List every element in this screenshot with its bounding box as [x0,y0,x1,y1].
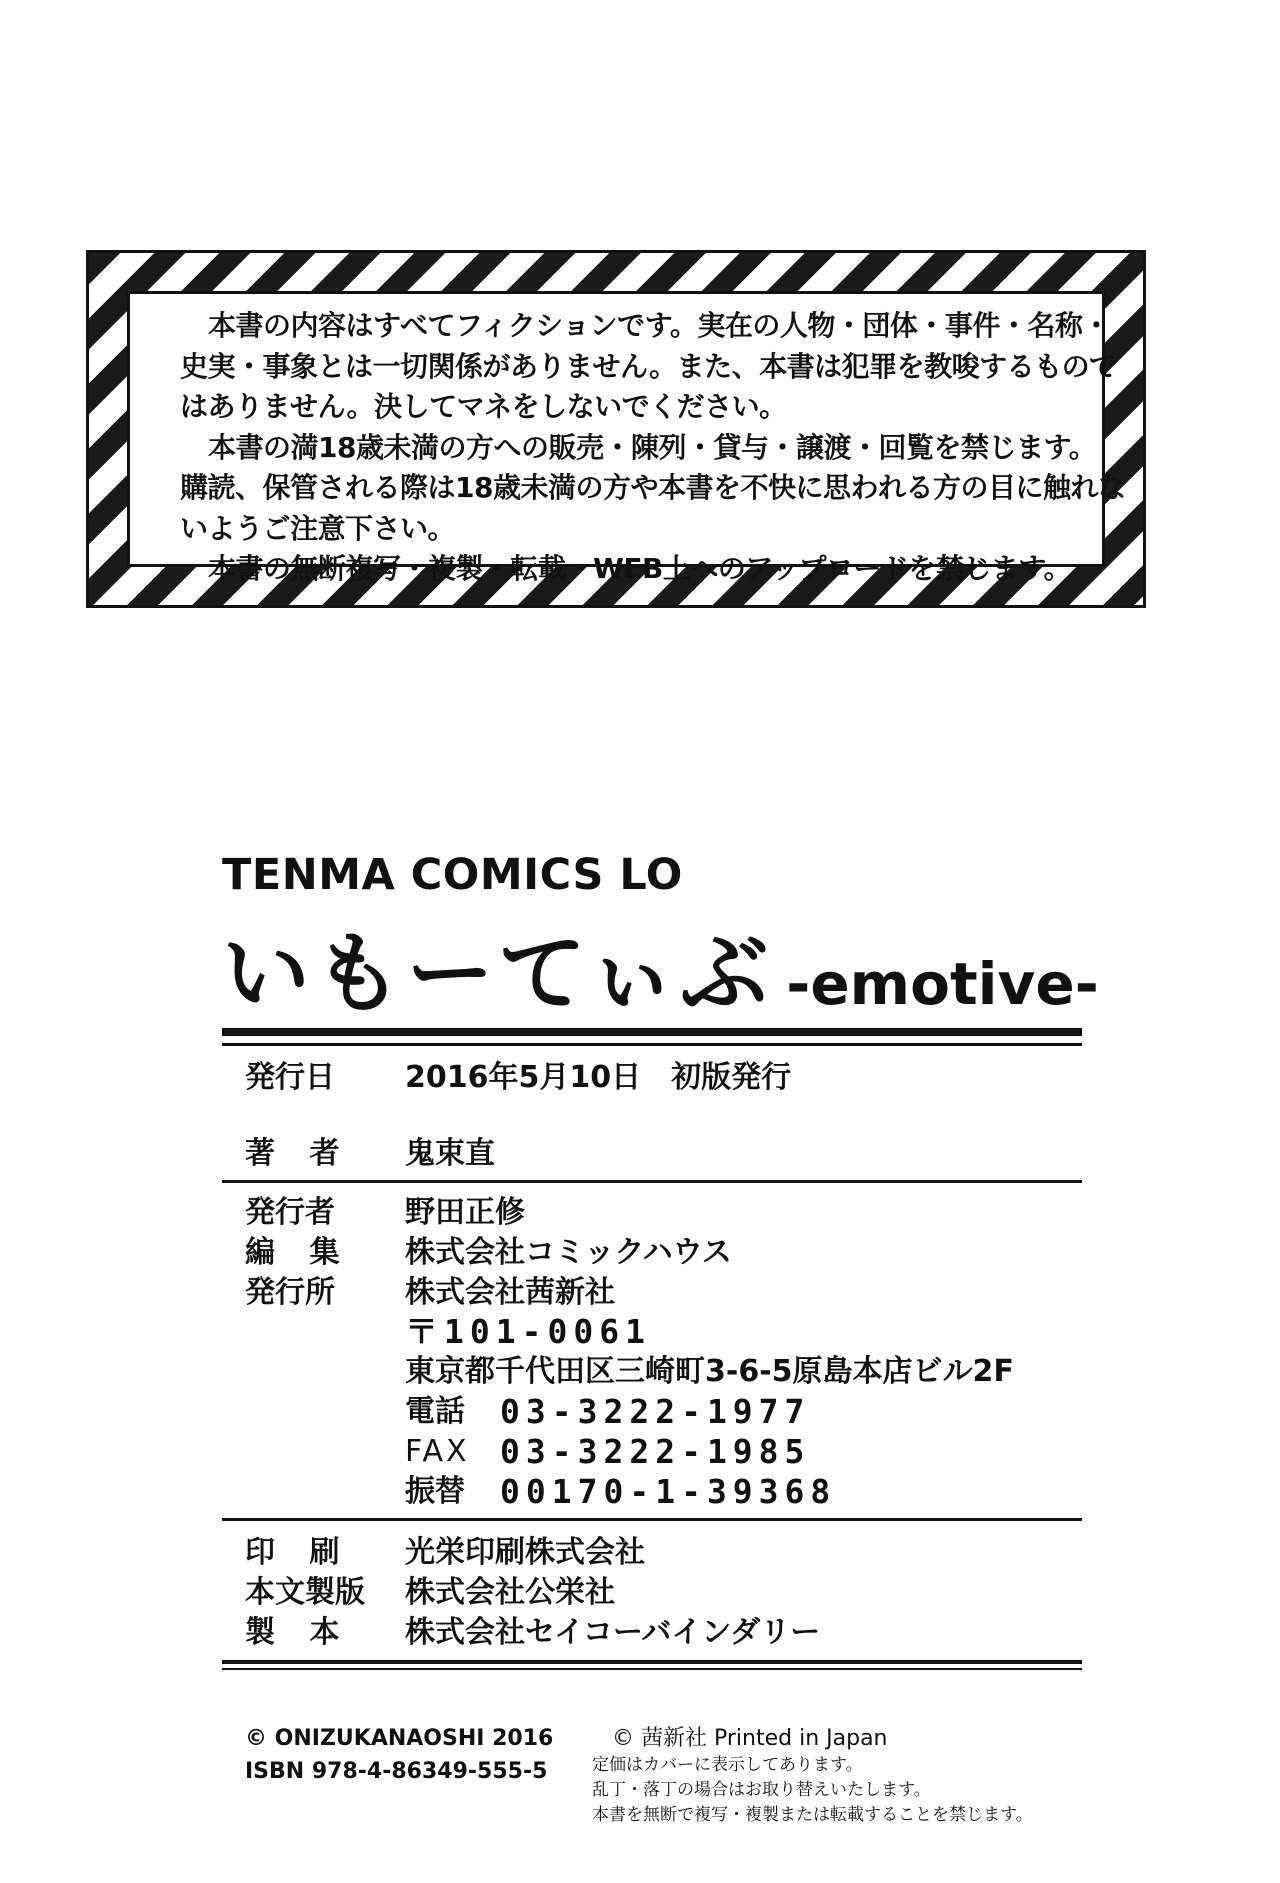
divider [222,1660,1082,1664]
divider [222,1180,1082,1183]
editor-label: 編 集 [245,1235,352,1270]
copyright: © ONIZUKANAOSHI 2016 [245,1726,554,1751]
publisher-person-value: 野田正修 [405,1195,525,1230]
book-title [222,922,1099,1025]
disclaimer-line: はありません。決してマネをしないでください。 [180,390,787,423]
publisher-copyright: © 茜新社 Printed in Japan [612,1726,888,1751]
disclaimer-line: 本書の満18歳未満の方への販売・陳列・貸与・譲渡・回覧を禁じます。 [208,430,1097,464]
disclaimer-line: 本書の無断複写・複製・転載・WEB上へのアップロードを禁じます。 [208,552,1072,585]
disclaimer-line: 購読、保管される際は18歳未満の方や本書を不快に思われる方の目に触れな [180,471,1126,504]
publisher-company: 株式会社茜新社 [405,1275,615,1310]
disclaimer-box [86,250,1146,608]
fax-number: 03-3222-1985 [500,1432,811,1471]
tel-number: 03-3222-1977 [500,1392,811,1431]
footer-notes [592,1753,1033,1828]
divider [222,1668,1082,1670]
printing-label: 印 刷 [245,1535,352,1570]
publisher-person-label: 発行者 [245,1195,335,1230]
note: 本書を無断で複写・複製または転載することを禁じます。 [592,1805,1033,1825]
postal-code: 〒101-0061 [405,1312,651,1351]
transfer-label: 振替 [405,1474,465,1509]
binding-label: 製 本 [245,1615,352,1650]
typesetting-label: 本文製版 [245,1575,365,1610]
disclaimer-line: 史実・事象とは一切関係がありません。また、本書は犯罪を教唆するもので [180,349,1117,383]
footer-left [245,1722,553,1788]
author-value: 鬼束直 [405,1136,495,1171]
address: 東京都千代田区三崎町3-6-5原島本店ビル2F [405,1354,1014,1389]
disclaimer-text [127,291,1126,585]
tel-label: 電話 [405,1394,465,1429]
transfer-number: 00170-1-39368 [500,1472,837,1511]
binding-value: 株式会社セイコーバインダリー [405,1615,821,1650]
fax-label: FAX [405,1434,470,1469]
isbn: ISBN 978-4-86349-555-5 [245,1759,548,1784]
editor-value: 株式会社コミックハウス [405,1235,732,1270]
disclaimer-line: 本書の内容はすべてフィクションです。実在の人物・団体・事件・名称・ [208,309,1110,342]
title-japanese: いもーてぃぶ [222,922,773,1025]
imprint-label: TENMA COMICS LO [222,850,683,900]
printing-value: 光栄印刷株式会社 [405,1535,645,1570]
publisher-label: 発行所 [245,1275,335,1310]
title-english: -emotive- [786,950,1099,1018]
disclaimer-line: いようご注意下さい。 [180,511,456,545]
release-label: 発行日 [245,1060,335,1095]
author-label: 著 者 [245,1136,352,1171]
divider [222,1518,1082,1521]
title-rule-thick [222,1028,1082,1036]
note: 乱丁・落丁の場合はお取り替えいたします。 [592,1780,931,1800]
title-rule-thin [222,1043,1082,1046]
typesetting-value: 株式会社公栄社 [405,1575,615,1610]
release-value: 2016年5月10日 初版発行 [405,1060,792,1095]
note: 定価はカバーに表示してあります。 [592,1755,863,1775]
